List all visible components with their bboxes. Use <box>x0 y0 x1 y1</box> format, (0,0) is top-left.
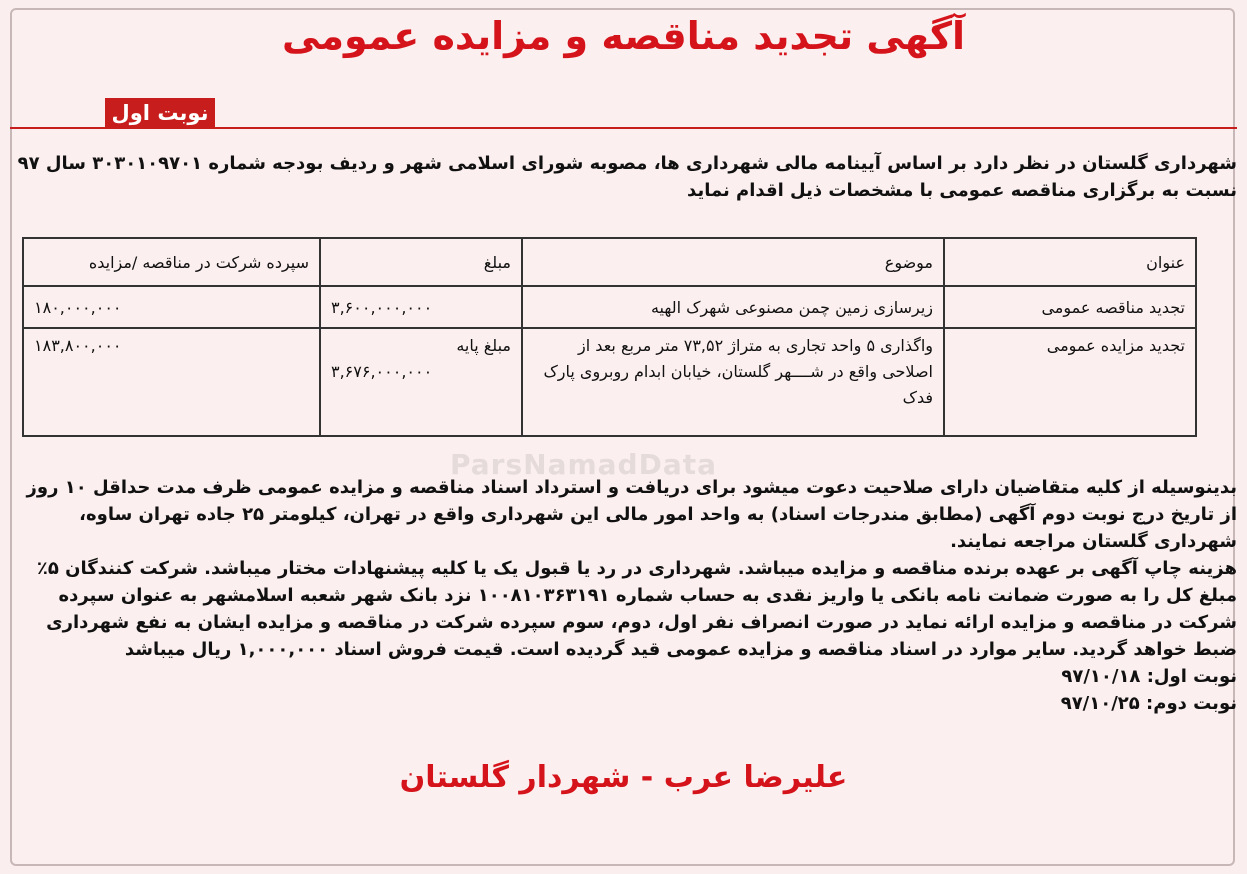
body-paragraph: بدینوسیله از کلیه متقاضیان دارای صلاحیت دعوت میشود برای دریافت و استرداد اسناد مناقصه و مزایده عمومی ظرف مدت حداقل ۱۰ روز از تاریخ درج نوبت دوم آگهی (مطابق مندرجات اسناد) به واحد امور مالی این شهرداری واقع در تهران، کیلومتر ۲۵ جاده تهران ساوه، شهرداری گلستان مراجعه نمایند. <box>26 477 1237 552</box>
intro-paragraph <box>14 150 1237 204</box>
header-subject: موضوع <box>522 238 944 286</box>
body-paragraphs <box>14 474 1237 717</box>
signature: علیرضا عرب - شهردار گلستان <box>399 760 848 795</box>
table-header-row <box>23 238 1196 286</box>
amount-value: ۳,۶۷۶,۰۰۰,۰۰۰ <box>331 362 433 381</box>
cell-subject: واگذاری ۵ واحد تجاری به متراژ ۷۳,۵۲ متر مربع بعد از اصلاحی واقع در شــــهر گلستان، خیابان ابدام روبروی پارک فدک <box>522 328 944 436</box>
intro-line: نسبت به برگزاری مناقصه عمومی با مشخصات ذیل اقدام نماید <box>687 180 1237 201</box>
first-publication-badge: نوبت اول <box>105 98 215 128</box>
cell-amount <box>320 286 522 328</box>
header-amount: مبلغ <box>320 238 522 286</box>
cell-title: تجدید مزایده عمومی <box>944 328 1196 436</box>
watermark: ParsNamadData <box>450 448 717 481</box>
second-publication-date: نوبت دوم: ۹۷/۱۰/۲۵ <box>1060 693 1237 714</box>
divider <box>10 127 1237 129</box>
header-deposit: سپرده شرکت در مناقصه /مزایده <box>23 238 320 286</box>
cell-deposit: ۱۸۳,۸۰۰,۰۰۰ <box>23 328 320 436</box>
amount-label: مبلغ پایه <box>456 336 511 355</box>
notice-title: آگهی تجدید مناقصه و مزایده عمومی <box>282 14 965 58</box>
notice-frame <box>10 8 1235 866</box>
table-row <box>23 286 1196 328</box>
cell-subject: زیرسازی زمین چمن مصنوعی شهرک الهیه <box>522 286 944 328</box>
table-row <box>23 328 1196 436</box>
cell-title: تجدید مناقصه عمومی <box>944 286 1196 328</box>
first-publication-date: نوبت اول: ۹۷/۱۰/۱۸ <box>1061 666 1237 687</box>
amount-value: ۳,۶۰۰,۰۰۰,۰۰۰ <box>331 297 433 317</box>
header-title: عنوان <box>944 238 1196 286</box>
cell-deposit: ۱۸۰,۰۰۰,۰۰۰ <box>23 286 320 328</box>
cell-amount <box>320 328 522 436</box>
intro-line: شهرداری گلستان در نظر دارد بر اساس آیینامه مالی شهرداری ها، مصوبه شورای اسلامی شهر و ردیف بودجه شماره ۳۰۳۰۱۰۹۷۰۱ سال ۹۷ <box>17 153 1237 174</box>
tender-table <box>22 237 1197 437</box>
body-paragraph: هزینه چاپ آگهی بر عهده برنده مناقصه و مزایده میباشد. شهرداری در رد یا قبول یک یا کلیه پیشنهادات مختار میباشد. شرکت کنندگان ۵٪ مبلغ کل را به صورت ضمانت نامه بانکی یا واریز نقدی به حساب شماره ۱۰۰۸۱۰۳۶۳۱۹۱ نزد بانک شهر شعبه اسلامشهر به عنوان سپرده شرکت در مناقصه و مزایده ارائه نماید در صورت انصراف نفر اول، دوم، سوم سپرده شرکت در مناقصه و مزایده ایشان به نفع شهرداری ضبط خواهد گردید. سایر موارد در اسناد مناقصه و مزایده عمومی قید گردیده است. قیمت فروش اسناد ۱,۰۰۰,۰۰۰ ریال میباشد <box>36 558 1237 660</box>
